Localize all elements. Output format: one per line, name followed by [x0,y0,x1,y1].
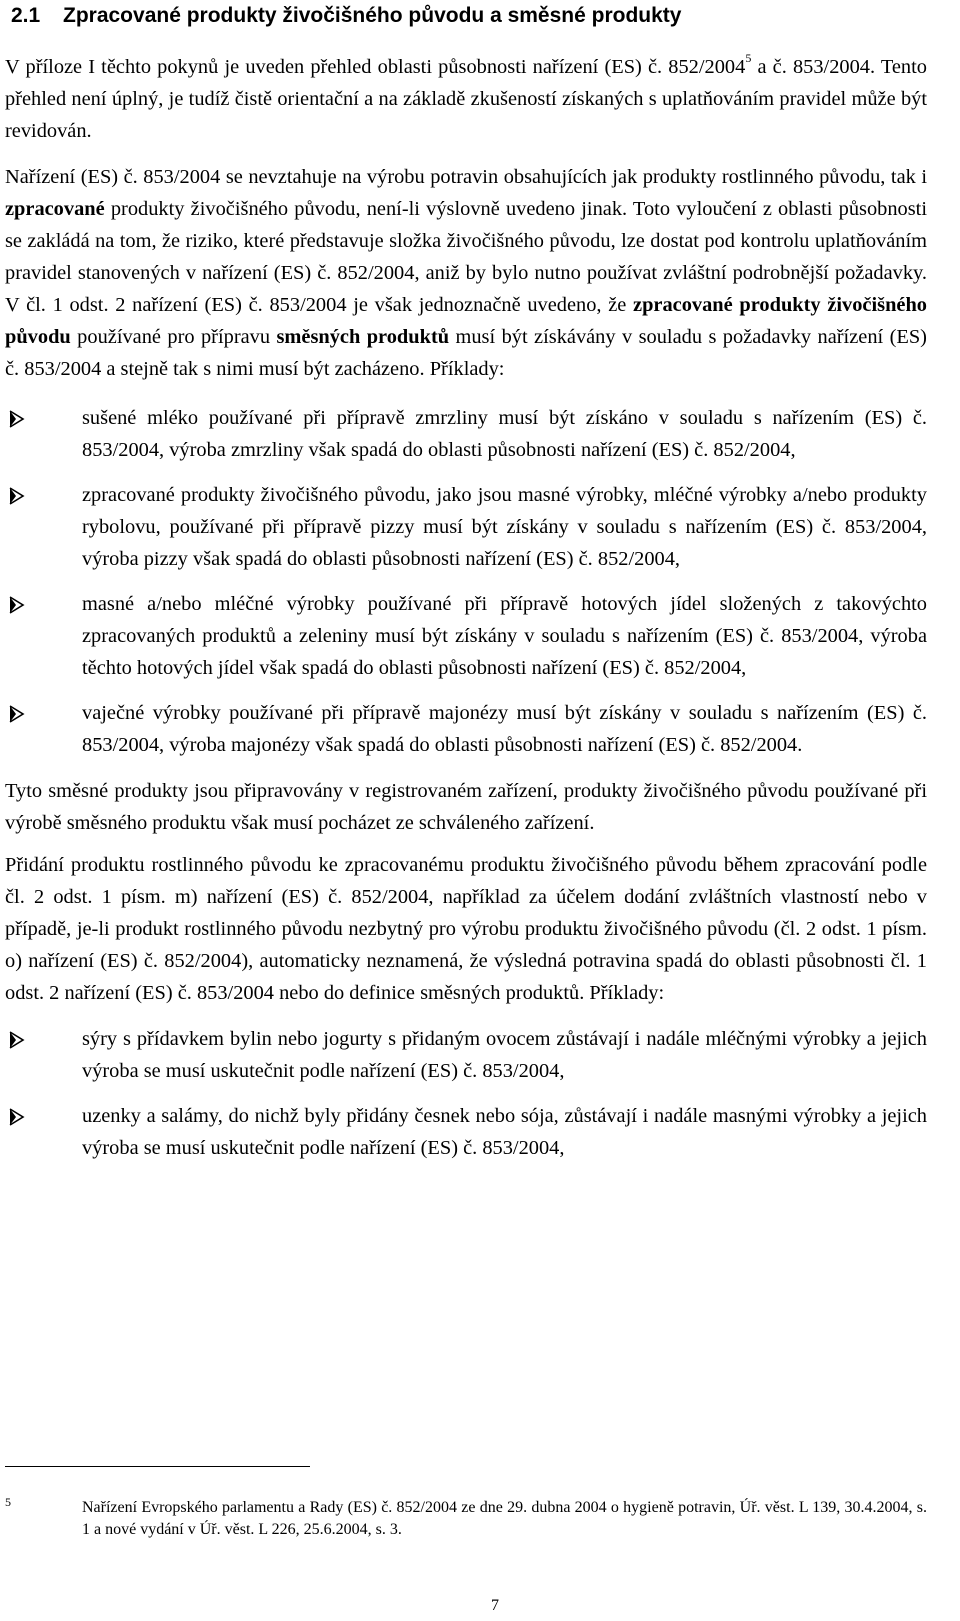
list-item [5,697,927,761]
intro-text-continued: a č. 853/2004. Tento přehled není úplný, je tudíž čistě orientační a na základě zkušeností získaných s uplatňováním pravidel může být revidován. [5,56,927,142]
scope-text-3: používané pro přípravu [70,326,277,348]
arrow-bullet-icon [7,1108,25,1126]
scope-emphasis-3: směsných produktů [276,326,450,348]
list-item [5,588,927,684]
footnote-text: Nařízení Evropského parlamentu a Rady (ES) č. 852/2004 ze dne 29. dubna 2004 o hygieně potravin, Úř. věst. L 139, 30.4.2004, s. 1 a nové vydání v Úř. věst. L 226, 25.6.2004, s. 3. [82,1499,927,1538]
arrow-bullet-icon [7,705,25,723]
scope-text-2: produkty živočišného původu, není-li výslovně uvedeno jinak. Toto vyloučení z oblasti působnosti se zakládá na tom, že riziko, které představuje složka živočišného původu, lze dostat pod kontrolu uplatňováním pravidel stanovených v nařízení (ES) č. 852/2004, aniž by bylo nutno používat zvláštní podrobnější požadavky. V čl. 1 odst. 2 nařízení (ES) č. 853/2004 je však jednoznačně uvedeno, že [5,198,927,316]
list-item-text: uzenky a salámy, do nichž byly přidány česnek nebo sója, zůstávají i nadále masnými výrobky a jejich výroba se musí uskutečnit podle nařízení (ES) č. 853/2004, [82,1105,927,1159]
scope-text-4: musí být získávány v souladu s požadavky nařízení (ES) č. 853/2004 a stejně tak s nimi musí být zacházeno. Příklady: [5,326,927,380]
list-item-text: vaječné výrobky používané při přípravě majonézy musí být získány v souladu s nařízením (ES) č. 853/2004, výroba majonézy však spadá do oblasti působnosti nařízení (ES) č. 852/2004. [82,702,927,756]
mixed-products-paragraph: Tyto směsné produkty jsou připravovány v registrovaném zařízení, produkty živočišného původu používané při výrobě směsného produktu však musí pocházet ze schváleného zařízení. [5,780,927,834]
footnote-separator [5,1466,310,1467]
section-heading [5,0,927,35]
list-item-text: sýry s přídavkem bylin nebo jogurty s přidaným ovocem zůstávají i nadále mléčnými výrobky a jejich výroba se musí uskutečnit podle nařízení (ES) č. 853/2004, [82,1028,927,1082]
footnote [5,1497,927,1541]
scope-emphasis-1: zpracované [5,198,105,220]
intro-text: V příloze I těchto pokynů je uveden přehled oblasti působnosti nařízení (ES) č. 852/2004 [5,56,746,78]
plant-origin-paragraph: Přidání produktu rostlinného původu ke zpracovanému produktu živočišného původu během zpracování podle čl. 2 odst. 1 písm. m) nařízení (ES) č. 852/2004, například za účelem dodání zvláštních vlastností nebo v případě, je-li produkt rostlinného původu nezbytný pro výrobu produktu živočišného původu (čl. 2 odst. 1 písm. o) nařízení (ES) č. 852/2004), automaticky neznamená, že výsledná potravina spadá do oblasti působnosti čl. 1 odst. 2 nařízení (ES) č. 853/2004 nebo do definice směsných produktů. Příklady: [5,854,927,1004]
section-number: 2.1 [11,4,41,27]
list-item-text: zpracované produkty živočišného původu, jako jsou masné výrobky, mléčné výrobky a/nebo produkty rybolovu, používané při přípravě pizzy musí být získány v souladu s nařízením (ES) č. 853/2004, výroba pizzy však spadá do oblasti působnosti nařízení (ES) č. 852/2004, [82,484,927,570]
arrow-bullet-icon [7,596,25,614]
arrow-bullet-icon [7,1031,25,1049]
page-number: 7 [491,1597,499,1614]
footnote-mark: 5 [5,1495,11,1509]
examples-list-2 [5,1023,927,1164]
scope-paragraph [5,161,927,385]
list-item-text: sušené mléko používané při přípravě zmrzliny musí být získáno v souladu s nařízením (ES) č. 853/2004, výroba zmrzliny však spadá do oblasti působnosti nařízení (ES) č. 852/2004, [82,407,927,461]
list-item [5,1100,927,1164]
scope-emphasis-2: zpracované produkty živočišného původu [5,294,927,348]
arrow-bullet-icon [7,487,25,505]
intro-paragraph [5,51,927,147]
list-item [5,1023,927,1087]
document-page [5,0,927,1164]
scope-text-1: Nařízení (ES) č. 853/2004 se nevztahuje na výrobu potravin obsahujících jak produkty rostlinného původu, tak i [5,166,927,188]
footnote-reference[interactable]: 5 [745,51,752,66]
list-item-text: masné a/nebo mléčné výrobky používané při přípravě hotových jídel složených z takovýchto zpracovaných produktů a zeleniny musí být získány v souladu s nařízením (ES) č. 853/2004, výroba těchto hotových jídel však spadá do oblasti působnosti nařízení (ES) č. 852/2004, [82,593,927,679]
list-item [5,402,927,466]
examples-list-1 [5,402,927,761]
section-title: Zpracované produkty živočišného původu a směsné produkty [63,4,682,27]
list-item [5,479,927,575]
arrow-bullet-icon [7,410,25,428]
